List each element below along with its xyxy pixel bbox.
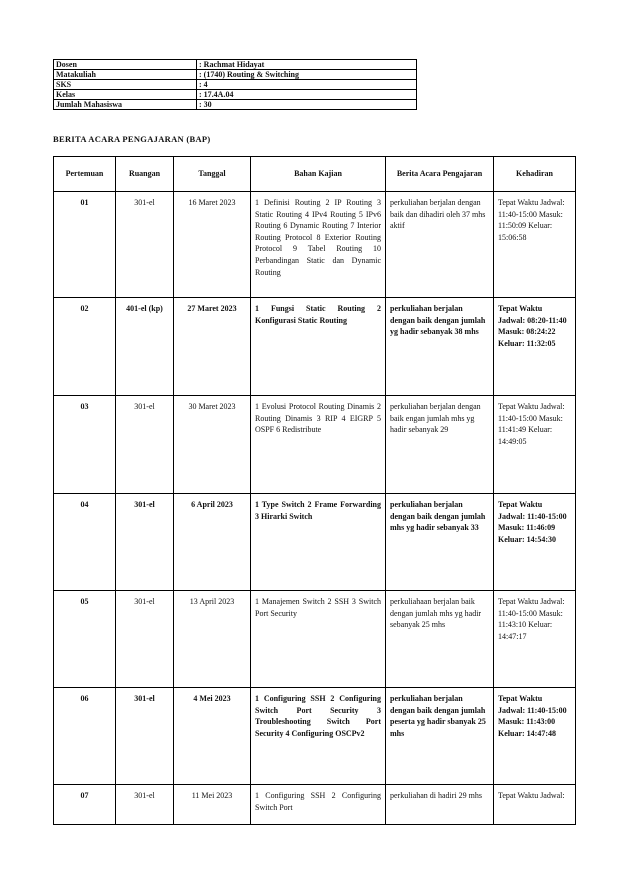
cell-pertemuan: 02 [54, 298, 116, 396]
cell-kehadiran: Tepat Waktu Jadwal: 11:40-15:00 Masuk: 11:46:09 Keluar: 14:54:30 [494, 494, 576, 591]
info-row-matakuliah [54, 70, 417, 80]
cell-ruangan: 301-el [116, 192, 174, 298]
cell-bahan-kajian: 1 Configuring SSH 2 Configuring Switch Port [251, 785, 386, 825]
cell-bahan-kajian: 1 Manajemen Switch 2 SSH 3 Switch Port Security [251, 591, 386, 688]
cell-kehadiran: Tepat Waktu Jadwal: [494, 785, 576, 825]
info-label: Jumlah Mahasiswa [54, 100, 197, 110]
header-tanggal: Tanggal [174, 157, 251, 192]
cell-ruangan: 301-el [116, 494, 174, 591]
cell-pertemuan: 05 [54, 591, 116, 688]
table-row [54, 192, 576, 298]
cell-kehadiran: Tepat Waktu Jadwal: 11:40-15:00 Masuk: 11:43:10 Keluar: 14:47:17 [494, 591, 576, 688]
cell-bahan-kajian: 1 Configuring SSH 2 Configuring Switch Port Security 3 Troubleshooting Switch Port Security 4 Configuring OSCPv2 [251, 688, 386, 785]
cell-ruangan: 401-el (kp) [116, 298, 174, 396]
info-value: : 30 [197, 100, 417, 110]
cell-tanggal: 16 Maret 2023 [174, 192, 251, 298]
cell-pertemuan: 04 [54, 494, 116, 591]
table-row [54, 298, 576, 396]
cell-berita-acara: perkuliahan di hadiri 29 mhs [386, 785, 494, 825]
cell-pertemuan: 01 [54, 192, 116, 298]
cell-bahan-kajian: 1 Definisi Routing 2 IP Routing 3 Static Routing 4 IPv4 Routing 5 IPv6 Routing 6 Dynamic Routing 7 Interior Routing Protocol 8 Exterior Routing Protocol 9 Tabel Routing 10 Perbandingan Static dan Dynamic Routing [251, 192, 386, 298]
table-row [54, 494, 576, 591]
header-kehadiran: Kehadiran [494, 157, 576, 192]
info-label: Dosen [54, 60, 197, 70]
cell-berita-acara: perkuliahan berjalan dengan baik dengan jumlah yg hadir sebanyak 38 mhs [386, 298, 494, 396]
info-label: Kelas [54, 90, 197, 100]
cell-tanggal: 6 April 2023 [174, 494, 251, 591]
cell-tanggal: 11 Mei 2023 [174, 785, 251, 825]
header-pertemuan: Pertemuan [54, 157, 116, 192]
course-info-table [53, 59, 417, 110]
header-bahan-kajian: Bahan Kajian [251, 157, 386, 192]
header-ruangan: Ruangan [116, 157, 174, 192]
info-value: : 4 [197, 80, 417, 90]
info-value: : 17.4A.04 [197, 90, 417, 100]
cell-kehadiran: Tepat Waktu Jadwal: 11:40-15:00 Masuk: 11:41:49 Keluar: 14:49:05 [494, 396, 576, 494]
cell-pertemuan: 03 [54, 396, 116, 494]
info-row-kelas [54, 90, 417, 100]
table-row [54, 688, 576, 785]
info-value: : (1740) Routing & Switching [197, 70, 417, 80]
header-berita-acara: Berita Acara Pengajaran [386, 157, 494, 192]
cell-tanggal: 4 Mei 2023 [174, 688, 251, 785]
table-row [54, 591, 576, 688]
cell-kehadiran: Tepat Waktu Jadwal: 11:40-15:00 Masuk: 11:43:00 Keluar: 14:47:48 [494, 688, 576, 785]
cell-kehadiran: Tepat Waktu Jadwal: 08:20-11:40 Masuk: 08:24:22 Keluar: 11:32:05 [494, 298, 576, 396]
table-row [54, 396, 576, 494]
info-row-dosen [54, 60, 417, 70]
cell-tanggal: 13 April 2023 [174, 591, 251, 688]
cell-berita-acara: perkuliahan berjalan dengan baik dan dihadiri oleh 37 mhs aktif [386, 192, 494, 298]
cell-bahan-kajian: 1 Evolusi Protocol Routing Dinamis 2 Routing Dinamis 3 RIP 4 EIGRP 5 OSPF 6 Redistribute [251, 396, 386, 494]
cell-ruangan: 301-el [116, 591, 174, 688]
cell-pertemuan: 06 [54, 688, 116, 785]
cell-bahan-kajian: 1 Type Switch 2 Frame Forwarding 3 Hirarki Switch [251, 494, 386, 591]
cell-ruangan: 301-el [116, 785, 174, 825]
info-label: SKS [54, 80, 197, 90]
table-row [54, 785, 576, 825]
bap-table [53, 156, 576, 825]
cell-berita-acara: perkuliahan berjalan dengan baik dengan jumlah mhs yg hadir sebanyak 33 [386, 494, 494, 591]
cell-tanggal: 30 Maret 2023 [174, 396, 251, 494]
cell-bahan-kajian: 1 Fungsi Static Routing 2 Konfigurasi Static Routing [251, 298, 386, 396]
cell-berita-acara: perkuliahaan berjalan baik dengan jumlah mhs yg hadir sebanyak 25 mhs [386, 591, 494, 688]
cell-pertemuan: 07 [54, 785, 116, 825]
info-row-jumlah-mahasiswa [54, 100, 417, 110]
cell-tanggal: 27 Maret 2023 [174, 298, 251, 396]
info-row-sks [54, 80, 417, 90]
info-value: : Rachmat Hidayat [197, 60, 417, 70]
cell-ruangan: 301-el [116, 688, 174, 785]
bap-header-row [54, 157, 576, 192]
cell-berita-acara: perkuliahan berjalan dengan baik engan jumlah mhs yg hadir sebanyak 29 [386, 396, 494, 494]
cell-berita-acara: perkuliahan berjalan dengan baik dengan jumlah peserta yg hadir sbanyak 25 mhs [386, 688, 494, 785]
section-title: BERITA ACARA PENGAJARAN (BAP) [53, 134, 211, 144]
info-label: Matakuliah [54, 70, 197, 80]
cell-ruangan: 301-el [116, 396, 174, 494]
cell-kehadiran: Tepat Waktu Jadwal: 11:40-15:00 Masuk: 11:50:09 Keluar: 15:06:58 [494, 192, 576, 298]
